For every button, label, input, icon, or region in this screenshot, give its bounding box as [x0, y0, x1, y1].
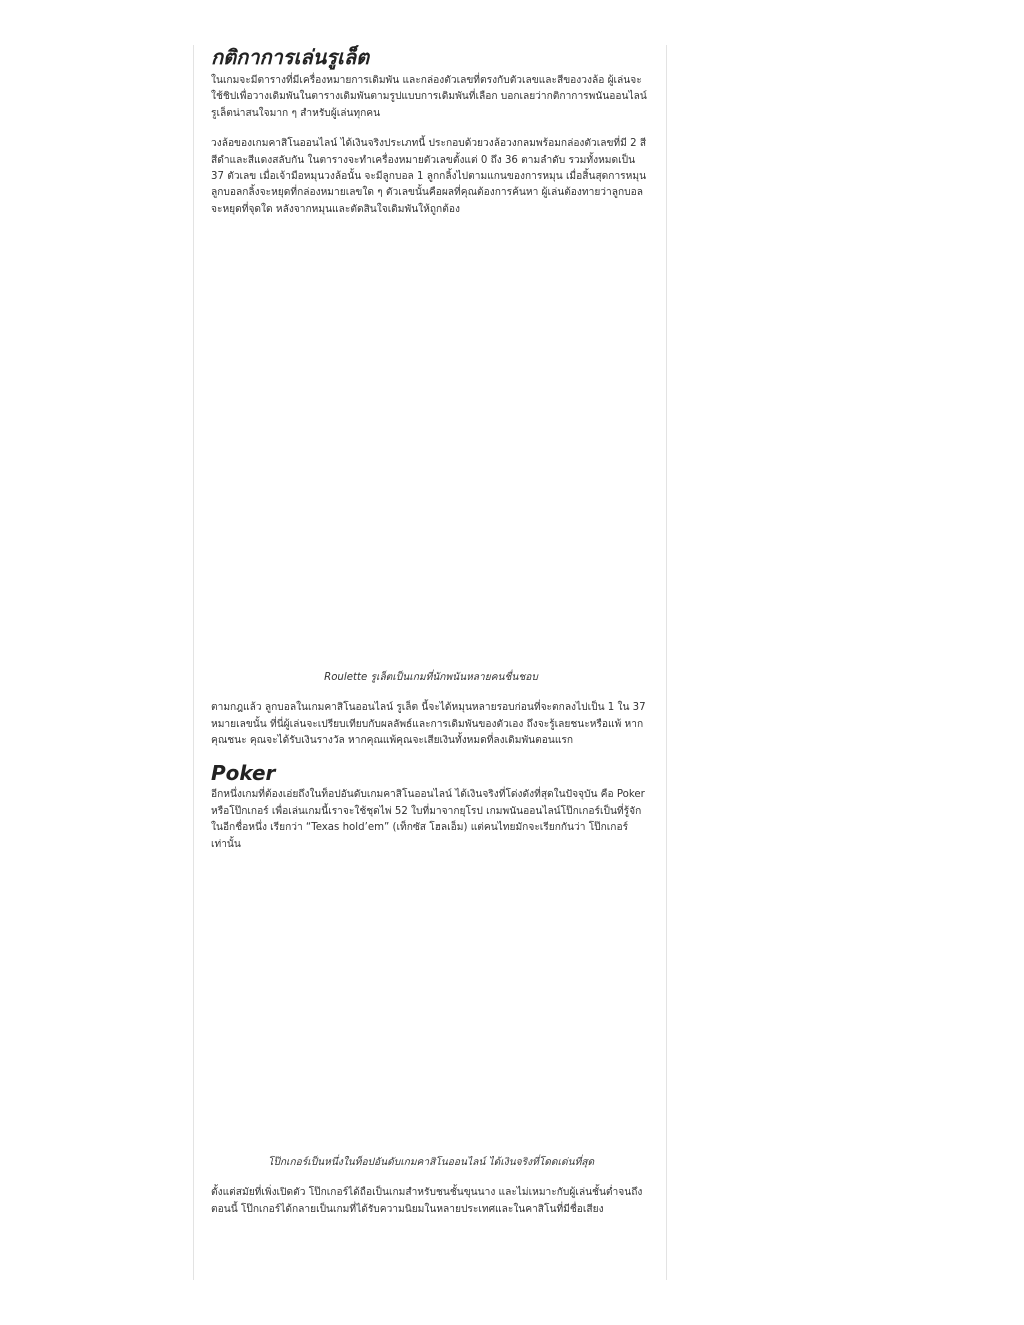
article-column: [193, 45, 667, 1280]
roulette-outcome-paragraph: ตามกฎแล้ว ลูกบอลในเกมคาสิโนออนไลน์ รูเล็ต นี้จะได้หมุนหลายรอบก่อนที่จะตกลงไปเป็น 1 ใน 37 หมายเลขนั้น ที่นี่ผู้เล่นจะเปรียบเทียบกับผลลัพธ์และการเดิมพันของตัวเอง ถึงจะรู้เลยชนะหรือแพ้ หากคุณชนะ คุณจะได้รับเงินรางวัล หากคุณแพ้คุณจะเสียเงินทั้งหมดที่ลงเดิมพันตอนแรก: [211, 702, 646, 747]
rules-paragraph: ในเกมจะมีตารางที่มีเครื่องหมายการเดิมพัน และกล่องตัวเลขที่ตรงกับตัวเลขและสีของวงล้อ ผู้เล่นจะใช้ชิปเพื่อวางเดิมพันในตารางเดิมพันตามรูปแบบการเดิมพันที่เลือก บอกเลยว่ากติกาการพนันออนไลน์รูเล็ตน่าสนใจมาก ๆ สำหรับผู้เล่นทุกคน: [211, 75, 647, 119]
poker-intro-paragraph: อีกหนึ่งเกมที่ต้องเอ่ยถึงในท็อปอันดับเกมคาสิโนออนไลน์ ได้เงินจริงที่โด่งดังที่สุดในปัจจุบัน คือ Poker หรือโป๊กเกอร์ เพื่อเล่นเกมนี้เราจะใช้ชุดไพ่ 52 ใบที่มาจากยุโรป เกมพนันออนไลน์โป๊กเกอร์เป็นที่รู้จักในอีกชื่อหนึ่ง เรียกว่า “Texas hold’em” (เท็กซัส โฮลเอ็ม) แต่คนไทยมักจะเรียกกันว่า โป๊กเกอร์ เท่านั้น: [211, 789, 645, 850]
roulette-image-caption: Roulette รูเล็ตเป็นเกมที่นักพนันหลายคนชื่นชอบ: [324, 672, 538, 684]
article-content: [211, 45, 651, 1218]
poker-image: [211, 853, 651, 1151]
roulette-image: [211, 218, 651, 666]
wheel-paragraph: วงล้อของเกมคาสิโนออนไลน์ ได้เงินจริงประเภทนี้ ประกอบด้วยวงล้อวงกลมพร้อมกล่องตัวเลขที่มี 2 สี สีดำและสีแดงสลับกัน ในตารางจะทำเครื่องหมายตัวเลขตั้งแต่ 0 ถึง 36 ตามลำดับ รวมทั้งหมดเป็น 37 ตัวเลข เมื่อเจ้ามือหมุนวงล้อนั้น จะมีลูกบอล 1 ลูกกลิ้งไปตามแกนของการหมุน เมื่อสิ้นสุดการหมุน ลูกบอลกลิ้งจะหยุดที่กล่องหมายเลขใด ๆ ตัวเลขนั้นคือผลที่คุณต้องการค้นหา ผู้เล่นต้องทายว่าลูกบอลจะหยุดที่จุดใด หลังจากหมุนและตัดสินใจเดิมพันให้ถูกต้อง: [211, 138, 647, 215]
poker-history-paragraph: ตั้งแต่สมัยที่เพิ่งเปิดตัว โป๊กเกอร์ได้ถือเป็นเกมสำหรับชนชั้นขุนนาง และไม่เหมาะกับผู้เล่นชั้นต่ำจนถึงตอนนี้ โป๊กเกอร์ได้กลายเป็นเกมที่ได้รับความนิยมในหลายประเทศและในคาสิโนที่มีชื่อเสียง: [211, 1187, 643, 1215]
poker-image-caption: โป๊กเกอร์เป็นหนึ่งในท็อปอันดับเกมคาสิโนออนไลน์ ได้เงินจริงที่โดดเด่นที่สุด: [267, 1157, 595, 1169]
poker-heading: Poker: [211, 761, 276, 786]
roulette-rules-heading: กติกาการเล่นรูเล็ต: [211, 45, 370, 69]
